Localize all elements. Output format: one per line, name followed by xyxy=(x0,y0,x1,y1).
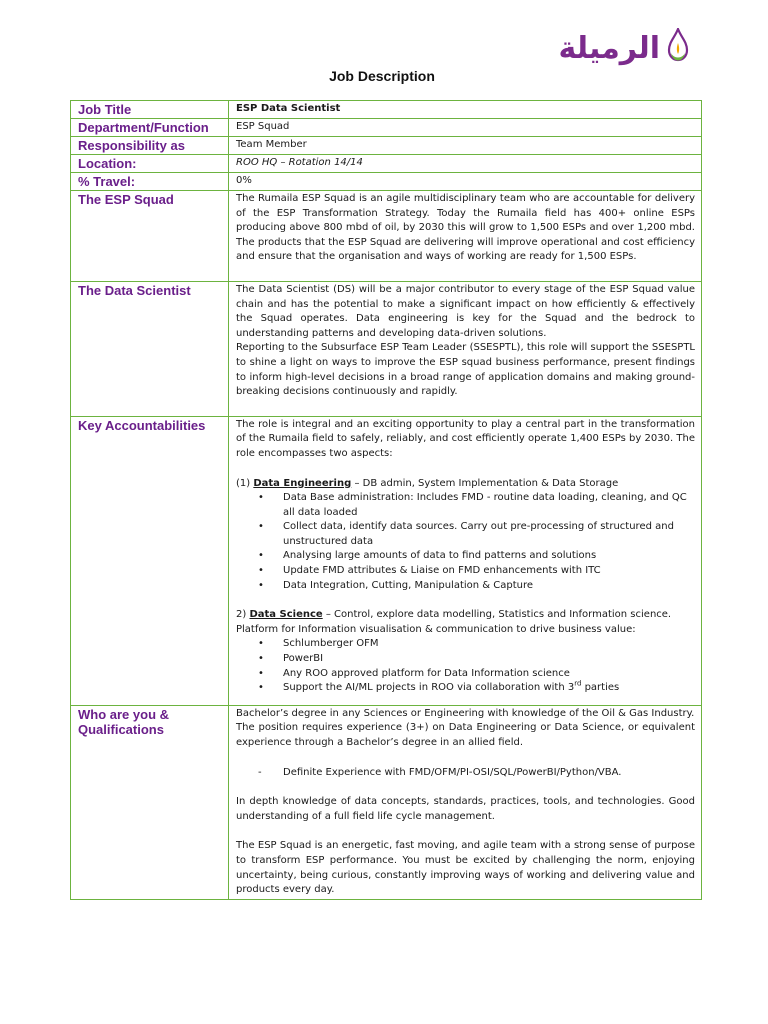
responsibility-label: Responsibility as xyxy=(71,137,229,155)
list-item: • PowerBI xyxy=(283,652,695,667)
row-qualifications xyxy=(71,705,702,899)
heading-prefix: (1) xyxy=(236,477,254,489)
list-item: • Schlumberger OFM xyxy=(283,637,695,652)
data-engineering-title: Data Engineering xyxy=(253,477,352,489)
row-esp-squad xyxy=(71,191,702,282)
row-travel xyxy=(71,173,702,191)
data-science-list xyxy=(236,637,695,695)
qualifications-paragraph: The position requires experience (3+) on Data Engineering or Data Science, or equivalent experience through a Bachelor’s degree in an allied field. xyxy=(236,722,695,748)
qualifications-paragraph: Bachelor’s degree in any Sciences or Engineering with knowledge of the Oil & Gas Industry. xyxy=(236,707,695,719)
qualifications-label: Who are you & Qualifications xyxy=(71,705,229,899)
row-location xyxy=(71,155,702,173)
data-engineering-heading xyxy=(236,477,695,492)
row-department xyxy=(71,119,702,137)
data-engineering-list xyxy=(236,491,695,593)
data-science-title: Data Science xyxy=(249,609,323,621)
heading-prefix: 2) xyxy=(236,609,250,621)
list-item: • Collect data, identify data sources. Carry out pre-processing of structured and unstructured data xyxy=(283,520,695,549)
list-item: • Analysing large amounts of data to find patterns and solutions xyxy=(283,549,695,564)
job-description-table xyxy=(70,100,702,900)
list-item: • Any ROO approved platform for Data Information science xyxy=(283,667,695,682)
esp-squad-text: The Rumaila ESP Squad is an agile multidisciplinary team who are accountable for delivery of the ESP Transformation Strategy. Today the Rumaila field has 400+ online ESPs producing above 800 mbd of oil, by 2030 this will grow to 1,500 ESPs and over 1,200 mbd. The products that the ESP Squad are delivering will improve operational and cost efficiency and ensure that the organisation and ways of working are ready for 1,500 ESPs. xyxy=(236,193,695,263)
list-item: • Data Integration, Cutting, Manipulation & Capture xyxy=(283,579,695,594)
responsibility-value: Team Member xyxy=(229,137,702,155)
heading-rest: – DB admin, System Implementation & Data Storage xyxy=(351,477,619,489)
qualifications-paragraph: In depth knowledge of data concepts, standards, practices, tools, and technologies. Good understanding of a full field life cycle management. xyxy=(236,796,695,822)
superscript: rd xyxy=(574,679,582,688)
row-key-accountabilities xyxy=(71,416,702,705)
heading-rest: – Control, explore data modelling, Statistics and Information science. xyxy=(322,609,672,621)
list-item: • Update FMD attributes & Liaise on FMD enhancements with ITC xyxy=(283,564,695,579)
department-label: Department/Function xyxy=(71,119,229,137)
travel-value: 0% xyxy=(229,173,702,191)
key-accountabilities-label: Key Accountabilities xyxy=(71,416,229,705)
list-item: • Data Base administration: Includes FMD - routine data loading, cleaning, and QC all data loaded xyxy=(283,491,695,520)
row-job-title xyxy=(71,101,702,119)
accountabilities-intro: The role is integral and an exciting opportunity to play a central part in the transformation of the Rumaila field to safely, reliably, and cost efficiently operate 1,400 ESPs by 2030. The role encompasses two aspects: xyxy=(236,418,695,459)
row-data-scientist xyxy=(71,281,702,416)
data-science-platform-line: Platform for Information visualisation & communication to drive business value: xyxy=(236,623,636,635)
data-scientist-paragraph: Reporting to the Subsurface ESP Team Leader (SSESPTL), this role will support the SSESPTL to shine a light on ways to improve the ESP squad business performance, present findings to inform high-level decisions in a broad range of application domains and making ground-breaking decisions continuously and rapidly. xyxy=(236,342,695,398)
list-item-text: parties xyxy=(581,682,620,694)
list-item-text: Support the AI/ML projects in ROO via collaboration with 3 xyxy=(283,682,575,694)
data-scientist-value xyxy=(229,281,702,416)
key-accountabilities-value xyxy=(229,416,702,705)
qualifications-value xyxy=(229,705,702,899)
data-science-heading xyxy=(236,608,695,623)
flame-drop-icon xyxy=(666,28,690,68)
logo-text: الرميلة xyxy=(558,30,660,66)
department-value: ESP Squad xyxy=(229,119,702,137)
data-scientist-paragraph: The Data Scientist (DS) will be a major contributor to every stage of the ESP Squad value chain and has the potential to make a significant impact on how efficiently & effectively the Squad operates. Data engineering is key for the Squad and the bedrock to understanding patterns and developing data-driven solutions. xyxy=(236,283,695,339)
qualifications-paragraph: The ESP Squad is an energetic, fast moving, and agile team with a strong sense of purpose to transform ESP performance. You must be excited by challenging the norm, enjoying uncertainty, being curious, constantly improving ways of working and delivering value and products every day. xyxy=(236,840,695,896)
row-responsibility xyxy=(71,137,702,155)
job-title-label: Job Title xyxy=(71,101,229,119)
list-item: - Definite Experience with FMD/OFM/PI-OSI/SQL/PowerBI/Python/VBA. xyxy=(283,766,695,781)
esp-squad-value xyxy=(229,191,702,282)
list-item xyxy=(283,681,695,696)
experience-list xyxy=(236,766,695,781)
job-title-value: ESP Data Scientist xyxy=(229,101,702,119)
document-title xyxy=(0,68,768,84)
location-label: Location: xyxy=(71,155,229,173)
esp-squad-label: The ESP Squad xyxy=(71,191,229,282)
document-title-text: Job Description xyxy=(329,68,435,84)
data-scientist-label: The Data Scientist xyxy=(71,281,229,416)
travel-label: % Travel: xyxy=(71,173,229,191)
location-value: ROO HQ – Rotation 14/14 xyxy=(229,155,702,173)
company-logo xyxy=(559,28,690,68)
